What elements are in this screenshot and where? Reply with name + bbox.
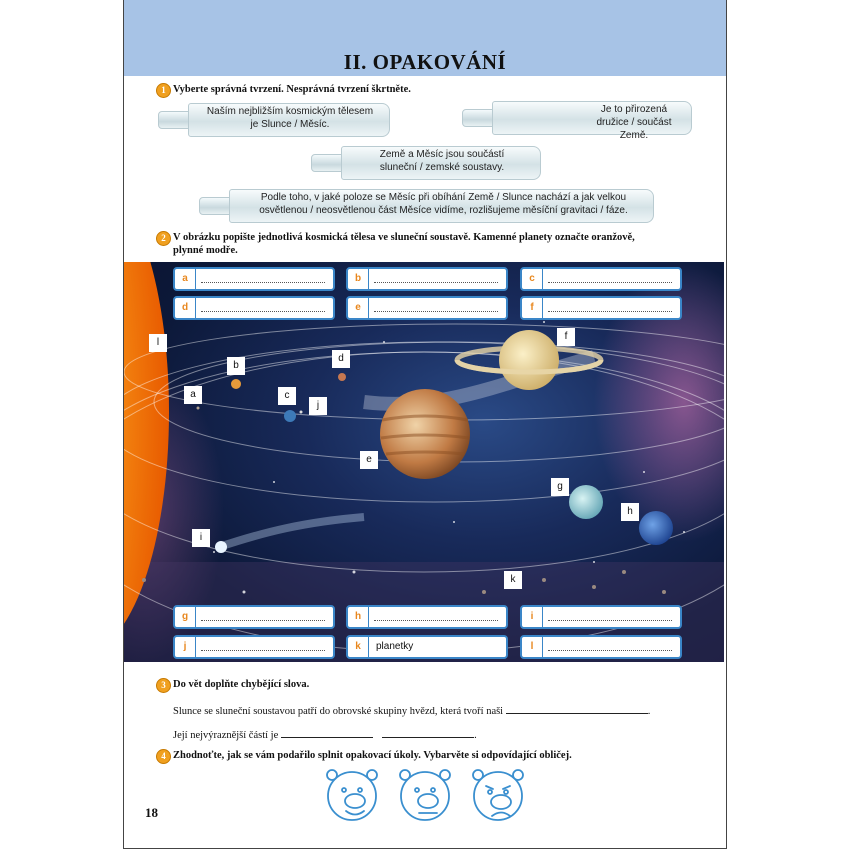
question-1-number: 1 — [156, 83, 171, 98]
answer-box-b[interactable] — [346, 267, 508, 291]
question-2-text — [173, 231, 713, 257]
answer-letter-b: b — [348, 269, 369, 289]
image-label-k: k — [504, 571, 522, 589]
sentence-1-blank[interactable] — [506, 703, 648, 714]
answer-letter-c: c — [522, 269, 543, 289]
telescope-statement-1 — [158, 101, 390, 139]
sentence-2-text: Její nejvýraznější částí je — [173, 730, 279, 741]
telescope-statement-3 — [311, 144, 541, 182]
answer-box-j[interactable] — [173, 635, 335, 659]
image-label-l: l — [149, 334, 167, 352]
solar-system-illustration — [124, 262, 724, 662]
worksheet-page — [123, 0, 727, 849]
page-number: 18 — [145, 805, 158, 820]
answer-box-i[interactable] — [520, 605, 682, 629]
answer-letter-d: d — [175, 298, 196, 318]
statement-4-line2[interactable]: osvětlenou / neosvětlenou část Měsíce vidíme, rozlišujeme měsíční gravitaci / fáze. — [259, 205, 628, 216]
answer-letter-g: g — [175, 607, 196, 627]
image-label-d: d — [332, 350, 350, 368]
page-title: II. OPAKOVÁNÍ — [343, 50, 507, 74]
sentence-2-blank-1[interactable] — [281, 727, 373, 738]
question-4-text: Zhodnoťte, jak se vám podařilo splnit opakovací úkoly. Vybarvěte si odpovídající obličej. — [173, 750, 572, 761]
answer-letter-e: e — [348, 298, 369, 318]
rating-faces — [320, 766, 530, 826]
question-3-text: Do vět doplňte chybějící slova. — [173, 679, 310, 690]
answer-letter-l: l — [522, 637, 543, 657]
answer-box-d[interactable] — [173, 296, 335, 320]
sentence-2: Její nejvýraznější částí je . — [173, 727, 477, 742]
statement-2-line2[interactable]: družice / součást Země. — [596, 117, 672, 141]
image-label-g: g — [551, 478, 569, 496]
question-2-number: 2 — [156, 231, 171, 246]
image-label-c: c — [278, 387, 296, 405]
question-2-line2: plynné modře. — [173, 245, 238, 256]
statement-1-line1[interactable]: Naším nejbližším kosmickým tělesem — [206, 106, 374, 117]
image-label-f: f — [557, 328, 575, 346]
answer-box-f[interactable] — [520, 296, 682, 320]
answer-box-a[interactable] — [173, 267, 335, 291]
image-label-i: i — [192, 529, 210, 547]
telescope-statement-4 — [199, 187, 654, 225]
answer-letter-f: f — [522, 298, 543, 318]
statement-4-line1[interactable]: Podle toho, v jaké poloze se Měsíc při obíhání Země / Slunce nachází a jak velkou — [260, 192, 627, 203]
sentence-2-blank-2[interactable] — [382, 727, 474, 738]
answer-letter-a: a — [175, 269, 196, 289]
answer-letter-j: j — [175, 637, 196, 657]
solar-system-image — [124, 262, 724, 662]
sentence-1-text: Slunce se sluneční soustavou patří do obrovské skupiny hvězd, která tvoří naši — [173, 706, 504, 717]
image-label-a: a — [184, 386, 202, 404]
answer-box-l[interactable] — [520, 635, 682, 659]
answer-letter-k: k — [348, 637, 369, 657]
image-label-h: h — [621, 503, 639, 521]
statement-3-line1[interactable]: Země a Měsíc jsou součástí — [379, 149, 505, 160]
question-3-number: 3 — [156, 678, 171, 693]
telescope-statement-2 — [462, 99, 692, 141]
answer-box-h[interactable] — [346, 605, 508, 629]
answer-box-e[interactable] — [346, 296, 508, 320]
neutral-face-icon[interactable] — [400, 770, 450, 820]
statement-3-line2[interactable]: sluneční / zemské soustavy. — [379, 162, 505, 173]
image-label-e: e — [360, 451, 378, 469]
answer-letter-i: i — [522, 607, 543, 627]
image-label-j: j — [309, 397, 327, 415]
happy-face-icon[interactable] — [327, 770, 377, 820]
statement-1-line2[interactable]: je Slunce / Měsíc. — [250, 119, 330, 130]
answer-box-c[interactable] — [520, 267, 682, 291]
statement-2-line1[interactable]: Je to přirozená — [600, 104, 668, 115]
image-label-b: b — [227, 357, 245, 375]
answer-box-g[interactable] — [173, 605, 335, 629]
question-4-number: 4 — [156, 749, 171, 764]
question-2-line1: V obrázku popište jednotlivá kosmická tělesa ve sluneční soustavě. Kamenné planety označte oranžově, — [173, 232, 635, 243]
question-1-text: Vyberte správná tvrzení. Nesprávná tvrzení škrtněte. — [173, 84, 411, 95]
answer-value-k: planetky — [376, 641, 414, 652]
sad-face-icon[interactable] — [473, 770, 523, 820]
answer-letter-h: h — [348, 607, 369, 627]
answer-box-k[interactable] — [346, 635, 508, 659]
sentence-1: Slunce se sluneční soustavou patří do obrovské skupiny hvězd, která tvoří naši . — [173, 703, 650, 718]
